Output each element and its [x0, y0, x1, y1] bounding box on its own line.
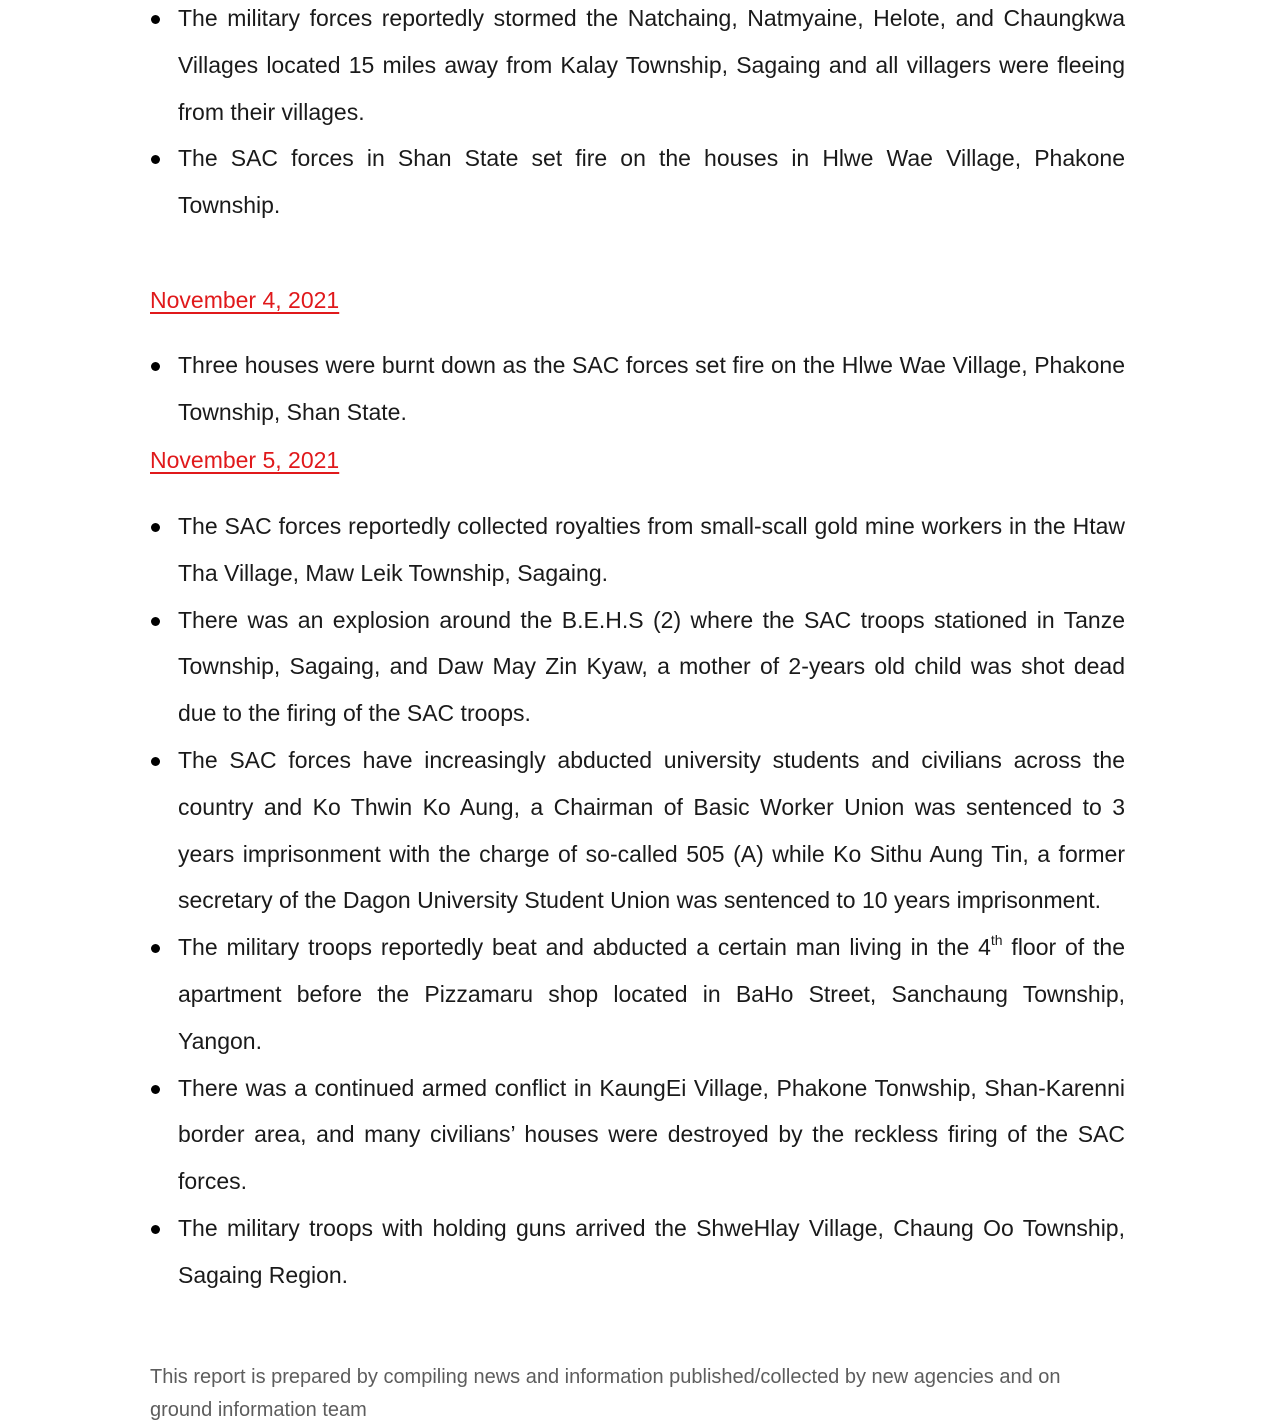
date-heading-nov4: November 4, 2021: [150, 287, 340, 313]
list-item: There was a continued armed conflict in KaungEi Village, Phakone Tonwship, Shan-Karenni border area, and many civilians’ houses were destroyed by the reckless firing of the SAC forces.: [150, 1065, 1125, 1205]
list-item: The SAC forces in Shan State set fire on the houses in Hlwe Wae Village, Phakone Township.: [150, 135, 1125, 229]
bullet-icon: [151, 1085, 160, 1094]
list-item: The SAC forces reportedly collected royalties from small-scall gold mine workers in the Htaw Tha Village, Maw Leik Township, Sagaing.: [150, 503, 1125, 597]
bullet-icon: [151, 523, 160, 532]
bullet-icon: [151, 944, 160, 953]
prev-section-list: [150, 0, 1125, 229]
bullet-icon: [151, 155, 160, 164]
bullet-icon: [151, 15, 160, 24]
list-item: The military troops with holding guns arrived the ShweHlay Village, Chaung Oo Township, Sagaing Region.: [150, 1205, 1125, 1299]
list-item: The military forces reportedly stormed the Natchaing, Natmyaine, Helote, and Chaungkwa Villages located 15 miles away from Kalay Township, Sagaing and all villagers were fleeing from their villages.: [150, 0, 1125, 135]
bullet-icon: [151, 617, 160, 626]
nov5-list: [150, 503, 1125, 1299]
list-item: The military troops reportedly beat and abducted a certain man living in the 4th floor of the apartment before the Pizzamaru shop located in BaHo Street, Sanchaung Township, Yangon.: [150, 924, 1125, 1064]
bullet-icon: [151, 362, 160, 371]
list-item: There was an explosion around the B.E.H.S (2) where the SAC troops stationed in Tanze Township, Sagaing, and Daw May Zin Kyaw, a mother of 2-years old child was shot dead due to the firing of the SAC troops.: [150, 597, 1125, 737]
list-item: The SAC forces have increasingly abducted university students and civilians across the country and Ko Thwin Ko Aung, a Chairman of Basic Worker Union was sentenced to 3 years imprisonment with the charge of so-called 505 (A) while Ko Sithu Aung Tin, a former secretary of the Dagon University Student Union was sentenced to 10 years imprisonment.: [150, 737, 1125, 924]
list-item: Three houses were burnt down as the SAC forces set fire on the Hlwe Wae Village, Phakone Township, Shan State.: [150, 342, 1125, 436]
date-heading-nov5: November 5, 2021: [150, 447, 340, 473]
report-footer-note: This report is prepared by compiling news and information published/collected by new agencies and on ground information team: [150, 1366, 1061, 1421]
nov4-list: [150, 342, 1125, 436]
bullet-icon: [151, 757, 160, 766]
ordinal-suffix: th: [990, 932, 1003, 949]
bullet-icon: [151, 1225, 160, 1234]
